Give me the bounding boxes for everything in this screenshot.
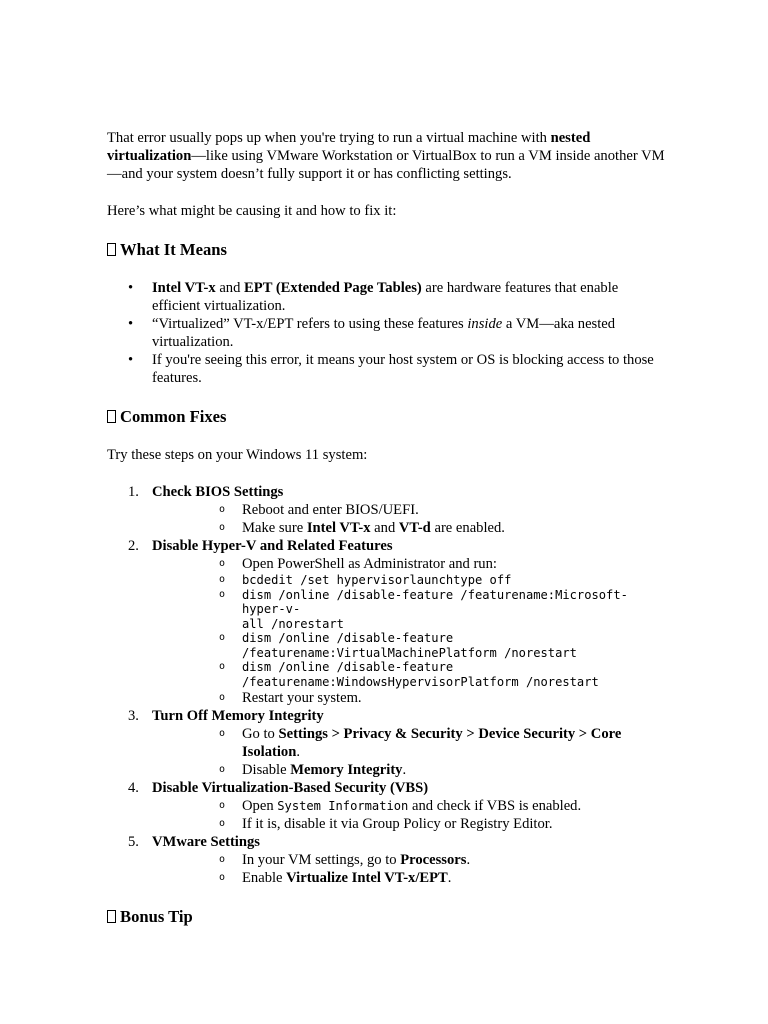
text: Go to (242, 726, 279, 742)
substeps-list (152, 555, 667, 707)
substep-item (152, 689, 667, 707)
sub-bullet: o (219, 661, 226, 672)
bold-term: Processors (400, 852, 467, 868)
text: “Virtualized” VT-x/EPT refers to using these features (152, 316, 468, 332)
step-title: Disable Hyper-V and Related Features (152, 538, 393, 554)
step-item (107, 833, 667, 887)
sub-bullet: o (219, 504, 226, 515)
step-item (107, 537, 667, 707)
substep-item (152, 725, 667, 761)
text: If you're seeing this error, it means your host system or OS is blocking access to those features. (152, 352, 654, 386)
list-item (107, 351, 667, 387)
bold-term: Settings > Privacy & Security > Device Security > Core Isolation (242, 726, 622, 760)
step-title: Turn Off Memory Integrity (152, 708, 324, 724)
italic-term: inside (467, 316, 503, 332)
code-command: bcdedit /set hypervisorlaunchtype off (242, 573, 512, 587)
step-title: Disable Virtualization-Based Security (VBS) (152, 780, 429, 796)
step-item (107, 483, 667, 537)
text: and (370, 520, 399, 536)
substep-item (152, 519, 667, 537)
text: Open (242, 798, 278, 814)
code-command: dism /online /disable-feature /featurename:Microsoft-hyper-v- (242, 587, 628, 616)
intro-text: That error usually pops up when you're trying to run a virtual machine with (107, 130, 551, 146)
text: If it is, disable it via Group Policy or Registry Editor. (242, 816, 553, 832)
bold-term: EPT (Extended Page Tables) (244, 280, 422, 296)
section-heading-bonus-tip (107, 906, 667, 927)
bold-term: Virtualize Intel VT-x/EPT (286, 870, 448, 886)
sub-bullet: o (219, 522, 226, 533)
sub-bullet: o (219, 818, 226, 829)
text: In your VM settings, go to (242, 852, 401, 868)
code-command-continued: /featurename:VirtualMachinePlatform /norestart (242, 645, 577, 660)
text: and (215, 280, 245, 296)
step-title: Check BIOS Settings (152, 484, 284, 500)
step-number: 5. (128, 834, 139, 850)
list-item (107, 279, 667, 315)
text: are hardware features that enable efficient virtualization. (152, 280, 619, 314)
sub-bullet: o (219, 632, 226, 643)
bold-term: VT-d (398, 520, 431, 536)
sub-bullet: o (219, 728, 226, 739)
sub-bullet: o (219, 574, 226, 585)
text: . (466, 852, 471, 868)
code-command: dism /online /disable-feature (242, 631, 454, 645)
code-substep-item (152, 631, 667, 660)
code-command-continued: /featurename:WindowsHypervisorPlatform /norestart (242, 674, 599, 689)
substeps-list (152, 797, 667, 833)
document-body (107, 129, 667, 946)
section-title: Bonus Tip (120, 907, 193, 926)
text: . (296, 744, 300, 760)
substeps-list (152, 725, 667, 779)
sub-bullet: o (219, 764, 226, 775)
text: Disable (242, 762, 291, 778)
step-number: 1. (128, 484, 139, 500)
sub-bullet: o (219, 854, 226, 865)
text: and check if VBS is enabled. (408, 798, 582, 814)
substep-item (152, 851, 667, 869)
text: Enable (242, 870, 287, 886)
bold-term: Intel VT-x (306, 520, 371, 536)
text: are enabled. (430, 520, 505, 536)
code-command: dism /online /disable-feature (242, 660, 454, 674)
section-title: What It Means (120, 240, 227, 259)
text: . (447, 870, 452, 886)
text: a VM—aka nested virtualization. (152, 316, 616, 350)
code-term: System Information (277, 799, 409, 813)
bold-term: Intel VT-x (152, 280, 216, 296)
substep-item (152, 501, 667, 519)
bold-term: Memory Integrity (290, 762, 403, 778)
substep-item (152, 797, 667, 815)
substep-item (152, 761, 667, 779)
section-heading-what-it-means (107, 239, 667, 260)
intro-lead-paragraph: Here’s what might be causing it and how to fix it: (107, 203, 397, 219)
intro-paragraph (107, 129, 667, 183)
substeps-list (152, 851, 667, 887)
section-title: Common Fixes (120, 407, 227, 426)
step-title: VMware Settings (152, 834, 260, 850)
step-number: 4. (128, 780, 139, 796)
sub-bullet: o (219, 588, 226, 600)
substep-item (152, 555, 667, 573)
sub-bullet: o (219, 558, 226, 569)
code-substep-item (152, 573, 667, 588)
section-heading-common-fixes (107, 406, 667, 427)
text: Make sure (242, 520, 307, 536)
fixes-steps-list (107, 483, 667, 887)
fixes-lead-paragraph: Try these steps on your Windows 11 system: (107, 447, 368, 463)
intro-bold-term: nested virtualization (107, 130, 591, 164)
sub-bullet: o (219, 800, 226, 811)
intro-text-continued: —like using VMware Workstation or VirtualBox to run a VM inside another VM—and your system doesn’t fully support it or has conflicting settings. (107, 148, 665, 182)
code-substep-item (152, 660, 667, 689)
code-command-continued: all /norestart (242, 616, 344, 631)
substep-item (152, 869, 667, 887)
text: Open PowerShell as Administrator and run: (242, 556, 497, 572)
list-item (107, 315, 667, 351)
text: Reboot and enter BIOS/UEFI. (242, 502, 419, 518)
text: Restart your system. (242, 690, 362, 706)
what-it-means-list (107, 279, 667, 387)
missing-glyph-icon (107, 910, 116, 923)
text: . (402, 762, 407, 778)
step-item (107, 707, 667, 779)
step-number: 3. (128, 708, 139, 724)
step-item (107, 779, 667, 833)
substeps-list (152, 501, 667, 537)
missing-glyph-icon (107, 243, 116, 256)
code-substep-item (152, 588, 667, 632)
sub-bullet: o (219, 872, 226, 883)
sub-bullet: o (219, 692, 226, 703)
substep-item (152, 815, 667, 833)
step-number: 2. (128, 538, 139, 554)
missing-glyph-icon (107, 410, 116, 423)
